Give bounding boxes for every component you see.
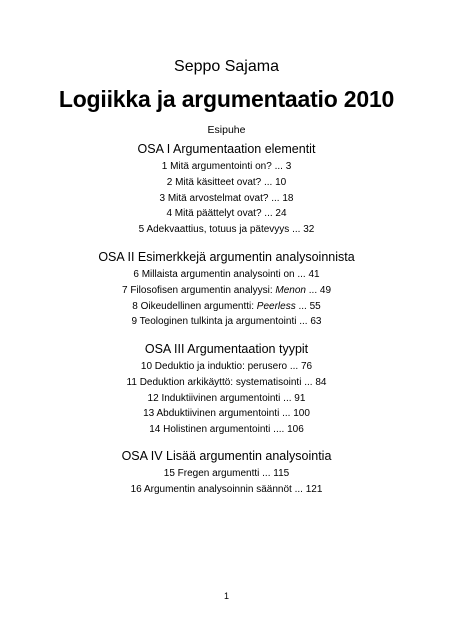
toc-entry: 5 Adekvaattius, totuus ja pätevyys ... 32 (138, 224, 315, 236)
toc-entry: 12 Induktiivinen argumentointi ... 91 (147, 392, 306, 404)
toc-entry-text: 7 Filosofisen argumentin analyysi: (121, 284, 276, 296)
toc-entry: 6 Millaista argumentin analysointi on ... 41 (133, 269, 320, 280)
toc-entry: 1 Mitä argumentointi on? ... 3 (161, 161, 292, 172)
toc-entry (0, 299, 453, 315)
toc-entry (0, 283, 453, 299)
toc-entry-page: ... 49 (305, 284, 331, 296)
toc-entry: 10 Deduktio ja induktio: perusero ... 76 (140, 361, 313, 372)
toc-entry-italic: Peerless (256, 300, 296, 312)
toc-entry: 11 Deduktion arkikäyttö: systematisointi ... 84 (126, 376, 327, 388)
toc-entry: 3 Mitä arvostelmat ovat? ... 18 (159, 192, 294, 204)
toc-entry: 14 Holistinen argumentointi .... 106 (149, 424, 304, 436)
toc-section-1 (0, 141, 453, 238)
toc-section-heading: OSA II Esimerkkejä argumentin analysoinnista (98, 250, 355, 264)
toc-entry: 13 Abduktiivinen argumentointi ... 100 (143, 408, 310, 420)
page-number: 1 (223, 591, 229, 601)
toc-section-heading: OSA IV Lisää argumentin analysointia (121, 449, 332, 463)
toc-section-2 (0, 249, 453, 330)
document-title: Logiikka ja argumentaatio 2010 (58, 86, 395, 112)
toc-entry: 2 Mitä käsitteet ovat? ... 10 (166, 176, 287, 188)
toc-section-heading: OSA I Argumentaation elementit (137, 142, 316, 156)
toc-entry: 16 Argumentin analysoinnin säännöt ... 121 (130, 483, 323, 495)
toc-entry: 4 Mitä päättelyt ovat? ... 24 (166, 208, 287, 220)
toc-entry: 9 Teologinen tulkinta ja argumentointi ... 63 (131, 316, 322, 328)
toc-section-4 (0, 448, 453, 498)
toc-entry-page: ... 55 (295, 300, 321, 312)
toc-entry-text: 8 Oikeudellinen argumentti: (132, 300, 257, 312)
author-name: Seppo Sajama (174, 58, 279, 75)
toc-section-3 (0, 341, 453, 438)
preface-heading: Esipuhe (207, 124, 246, 136)
toc-section-heading: OSA III Argumentaation tyypit (144, 342, 309, 356)
toc-entry-italic: Menon (275, 284, 306, 296)
toc-entry: 15 Fregen argumentti ... 115 (163, 468, 290, 479)
